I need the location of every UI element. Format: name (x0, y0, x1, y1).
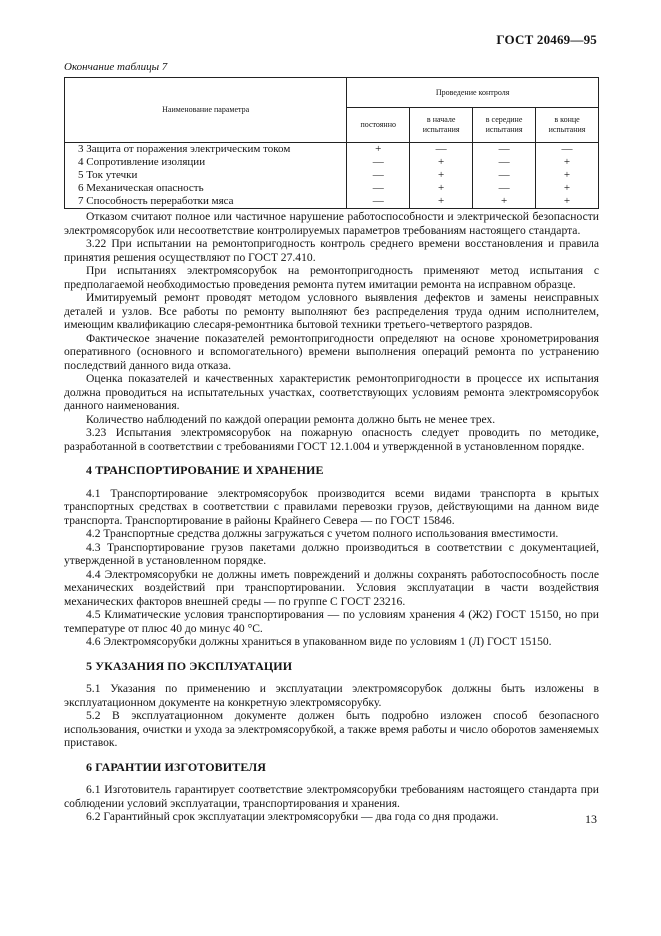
parameter-name: 7 Способность переработки мяса (65, 195, 347, 209)
table-row (65, 156, 599, 169)
control-mark: + (410, 169, 473, 182)
control-mark: — (347, 169, 410, 182)
subcolumn-line: испытания (548, 125, 586, 134)
control-mark: + (536, 169, 599, 182)
paragraph: Фактическое значение показателей ремонтопригодности определяют на основе хронометрирования оперативного (основного и вспомогательного) времени выполнения операций ремонта по устранению последствий данного вида отказа. (64, 331, 599, 372)
section-heading-operation: 5 УКАЗАНИЯ ПО ЭКСПЛУАТАЦИИ (86, 658, 293, 673)
parameter-name: 5 Ток утечки (65, 169, 347, 182)
parameter-name: 4 Сопротивление изоляции (65, 156, 347, 169)
table-row (65, 182, 599, 195)
paragraph: Оценка показателей и качественных характеристик ремонтопригодности в процессе их испытания должна проводиться на испытательных участках, соответствующих условиям ремонта электромясорубок данного наименования. (64, 372, 599, 412)
paragraph: 3.22 При испытании на ремонтопригодность контроль среднего времени восстановления и правила принятия решения осуществляют по ГОСТ 27.410. (64, 237, 599, 264)
control-mark: + (536, 195, 599, 209)
table-row (65, 169, 599, 182)
section-heading-warranty: 6 ГАРАНТИИ ИЗГОТОВИТЕЛЯ (86, 759, 267, 774)
control-mark: — (473, 156, 536, 169)
control-mark: — (473, 169, 536, 182)
paragraph: Отказом считают полное или частичное нарушение работоспособности и электрической безопасности электромясорубок или несоответствие контролируемых параметров требованиям настоящего стандарта. (64, 210, 599, 237)
control-mark: — (536, 143, 599, 157)
paragraph: При испытаниях электромясорубок на ремонтопригодность применяют метод испытания с предполагаемой необходимостью проведения ремонта путем имитации ремонта на исправном образце. (64, 264, 599, 291)
parameter-name: 6 Механическая опасность (65, 182, 347, 195)
table-caption: Окончание таблицы 7 (64, 61, 168, 73)
subcolumn-line: испытания (422, 125, 460, 134)
paragraph: 5.2 В эксплуатационном документе должен быть подробно изложен способ безопасного использования, очистки и ухода за электромясорубкой, а также время работы и число оборотов заменяемых приставок. (64, 709, 599, 749)
page-number: 13 (585, 812, 597, 826)
control-mark: — (347, 195, 410, 209)
paragraph: 5.1 Указания по применению и эксплуатации электромясорубок должны быть изложены в эксплуатационном документе на конкретную электромясорубку. (64, 682, 599, 709)
parameter-name: 3 Защита от поражения электрическим током (65, 143, 347, 157)
table-row (65, 143, 599, 157)
control-mark: + (473, 195, 536, 209)
paragraph: 4.5 Климатические условия транспортирования — по условиям хранения 4 (Ж2) ГОСТ 15150, но при температуре от плюс 40 до минус 40 °С. (64, 608, 599, 635)
paragraph: 4.1 Транспортирование электромясорубок производится всеми видами транспорта в крытых транспортных средствах в соответствии с правилами перевозки грузов, действующими на данном виде транспорта. Транспортирование в районы Крайнего Севера — по ГОСТ 15846. (64, 486, 599, 527)
control-mark: + (410, 182, 473, 195)
table-row (65, 195, 599, 209)
paragraph: 4.2 Транспортные средства должны загружаться с учетом полного использования вместимости. (86, 527, 559, 540)
subcolumn-line: в начале (426, 115, 456, 124)
subcolumn-header (410, 108, 473, 143)
control-mark: + (410, 156, 473, 169)
control-mark: + (410, 195, 473, 209)
control-mark: + (536, 182, 599, 195)
paragraph: Количество наблюдений по каждой операции ремонта должно быть не менее трех. (86, 412, 496, 426)
paragraph: 4.6 Электромясорубки должны храниться в упакованном виде по условиям 1 (Л) ГОСТ 15150. (86, 635, 552, 648)
document-body (64, 210, 599, 824)
control-mark: — (347, 182, 410, 195)
subcolumn-header (536, 108, 599, 143)
control-mark: + (347, 143, 410, 157)
paragraph: 6.1 Изготовитель гарантирует соответствие электромясорубки требованиям настоящего стандарта при соблюдении условий эксплуатации, транспортирования и хранения. (64, 783, 599, 810)
paragraph: 3.23 Испытания электромясорубок на пожарную опасность следует проводить по методике, разработанной в соответствии с требованиями ГОСТ 12.1.004 и утвержденной в установленном порядке. (64, 426, 599, 453)
paragraph: 4.3 Транспортирование грузов пакетами должно производиться в соответствии с документацией, утвержденной в установленном порядке. (64, 540, 599, 567)
subcolumn-line: постоянно (360, 120, 396, 129)
paragraph: 4.4 Электромясорубки не должны иметь повреждений и должны сохранять работоспособность после механических воздействий при транспортировании. Условия эксплуатации в части воздействия механических факторов внешней среды — по группе С ГОСТ 23216. (64, 567, 599, 608)
column-header-control: Проведение контроля (347, 78, 599, 108)
subcolumn-line: в середине (485, 115, 523, 124)
column-header-parameter: Наименование параметра (65, 78, 347, 143)
section-heading-transport: 4 ТРАНСПОРТИРОВАНИЕ И ХРАНЕНИЕ (86, 463, 324, 477)
control-mark: — (347, 156, 410, 169)
subcolumn-line: испытания (485, 125, 523, 134)
control-mark: — (473, 182, 536, 195)
table-7 (64, 77, 599, 209)
subcolumn-line: в конце (554, 115, 580, 124)
paragraph: Имитируемый ремонт проводят методом условного выявления дефектов и замены неисправных деталей и узлов. Все работы по ремонту выполняют без распределения труда одним исполнителем, имеющим квалификацию слесаря-ремонтника бытовой техники третьего-четвертого разрядов. (64, 291, 599, 331)
control-mark: — (410, 143, 473, 157)
paragraph: 6.2 Гарантийный срок эксплуатации электромясорубки — два года со дня продажи. (86, 810, 499, 823)
subcolumn-header (347, 108, 410, 143)
standard-code: ГОСТ 20469—95 (496, 32, 597, 47)
subcolumn-header (473, 108, 536, 143)
control-mark: — (473, 143, 536, 157)
control-mark: + (536, 156, 599, 169)
